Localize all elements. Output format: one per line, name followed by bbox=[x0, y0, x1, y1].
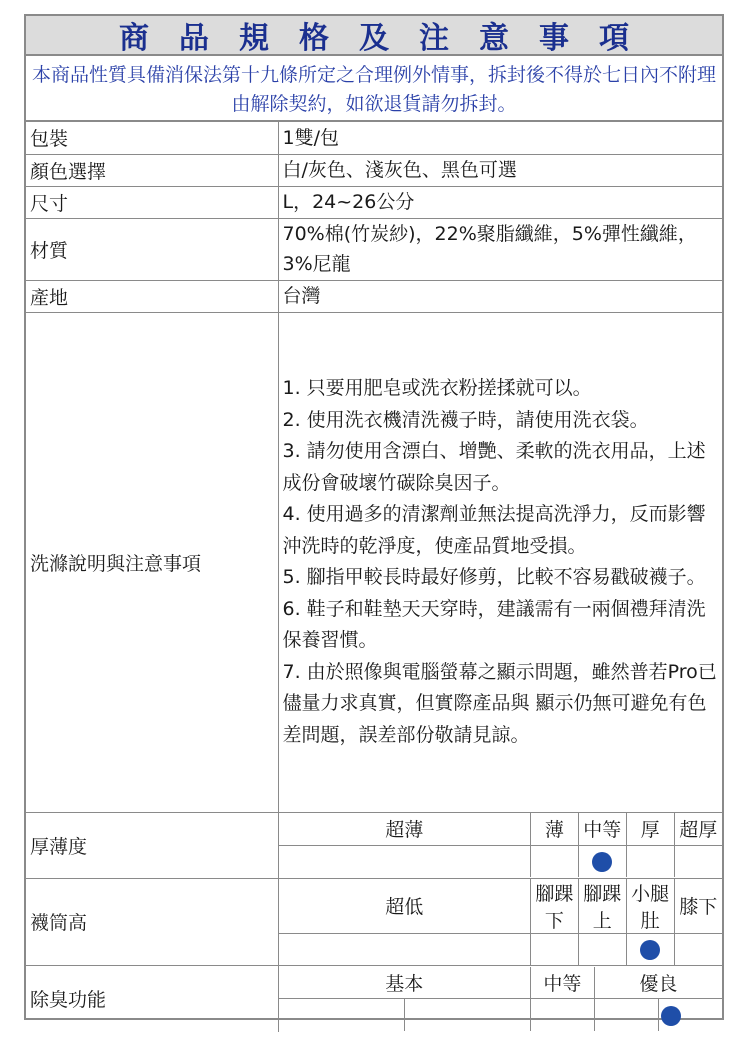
rating-label: 襪筒高 bbox=[26, 878, 278, 966]
scale-option: 膝下 bbox=[674, 879, 722, 934]
spec-row-color bbox=[26, 154, 722, 186]
scale-option: 腳踝下 bbox=[531, 879, 579, 934]
list-item: 1. 只要用肥皂或洗衣粉搓揉就可以。 bbox=[282, 377, 592, 399]
spec-row-washing bbox=[26, 312, 722, 812]
spec-value: 白/灰色、淺灰色、黑色可選 bbox=[278, 154, 722, 186]
scale-option: 中等 bbox=[531, 967, 595, 999]
spec-value: 70%棉(竹炭紗)，22%聚脂纖維，5%彈性纖維，3%尼龍 bbox=[278, 218, 722, 280]
rating-thickness bbox=[26, 812, 722, 878]
selected-marker-icon bbox=[592, 852, 612, 872]
deodorant-scale bbox=[279, 967, 723, 1031]
sock-height-scale bbox=[279, 879, 723, 966]
return-notice: 本商品性質具備消保法第十九條所定之合理例外情事，拆封後不得於七日內不附理由解除契約，如欲退貨請勿拆封。 bbox=[26, 56, 722, 122]
rating-sock-height bbox=[26, 878, 722, 966]
spec-row-material bbox=[26, 218, 722, 280]
scale-option: 小腿肚 bbox=[626, 879, 674, 934]
rating-label: 除臭功能 bbox=[26, 966, 278, 1032]
scale-option: 厚 bbox=[626, 813, 674, 845]
list-item: 6. 鞋子和鞋墊天天穿時，建議需有一兩個禮拜清洗保養習慣。 bbox=[282, 597, 706, 651]
spec-label: 洗滌說明與注意事項 bbox=[26, 312, 278, 812]
spec-row-origin bbox=[26, 280, 722, 312]
scale-option: 超厚 bbox=[674, 813, 722, 845]
scale-option: 中等 bbox=[578, 813, 626, 845]
spec-label: 產地 bbox=[26, 280, 278, 312]
spec-row-size bbox=[26, 186, 722, 218]
rating-deodorant bbox=[26, 966, 722, 1032]
scale-option: 超低 bbox=[279, 879, 531, 934]
spec-value: 1雙/包 bbox=[278, 122, 722, 154]
thickness-scale bbox=[279, 813, 723, 877]
spec-value: 台灣 bbox=[278, 280, 722, 312]
spec-table bbox=[26, 122, 722, 1032]
spec-sheet bbox=[24, 14, 724, 1020]
list-item: 7. 由於照像與電腦螢幕之顯示問題，雖然普若Pro已儘量力求真實，但實際產品與 顯示仍無可避免有色差問題，誤差部份敬請見諒。 bbox=[282, 660, 717, 746]
list-item: 5. 腳指甲較長時最好修剪，比較不容易戳破襪子。 bbox=[282, 566, 706, 588]
scale-option: 基本 bbox=[279, 967, 531, 999]
scale-option: 超薄 bbox=[279, 813, 531, 845]
list-item: 4. 使用過多的清潔劑並無法提高洗淨力，反而影響沖洗時的乾淨度，使產品質地受損。 bbox=[282, 503, 706, 557]
spec-label: 尺寸 bbox=[26, 186, 278, 218]
scale-option: 腳踝上 bbox=[578, 879, 626, 934]
list-item: 2. 使用洗衣機清洗襪子時，請使用洗衣袋。 bbox=[282, 408, 649, 431]
list-item: 3. 請勿使用含漂白、增艷、柔軟的洗衣用品，上述成份會破壞竹碳除臭因子。 bbox=[282, 440, 706, 494]
selected-marker-icon bbox=[661, 1006, 681, 1026]
washing-instructions bbox=[278, 312, 722, 812]
spec-value: L，24~26公分 bbox=[278, 186, 722, 218]
spec-label: 顏色選擇 bbox=[26, 154, 278, 186]
selected-marker-icon bbox=[640, 940, 660, 960]
spec-row-package bbox=[26, 122, 722, 154]
spec-label: 包裝 bbox=[26, 122, 278, 154]
rating-label: 厚薄度 bbox=[26, 812, 278, 878]
page-title: 商品規格及注意事項 bbox=[26, 16, 722, 56]
scale-option: 薄 bbox=[531, 813, 579, 845]
spec-label: 材質 bbox=[26, 218, 278, 280]
scale-option: 優良 bbox=[594, 967, 722, 999]
